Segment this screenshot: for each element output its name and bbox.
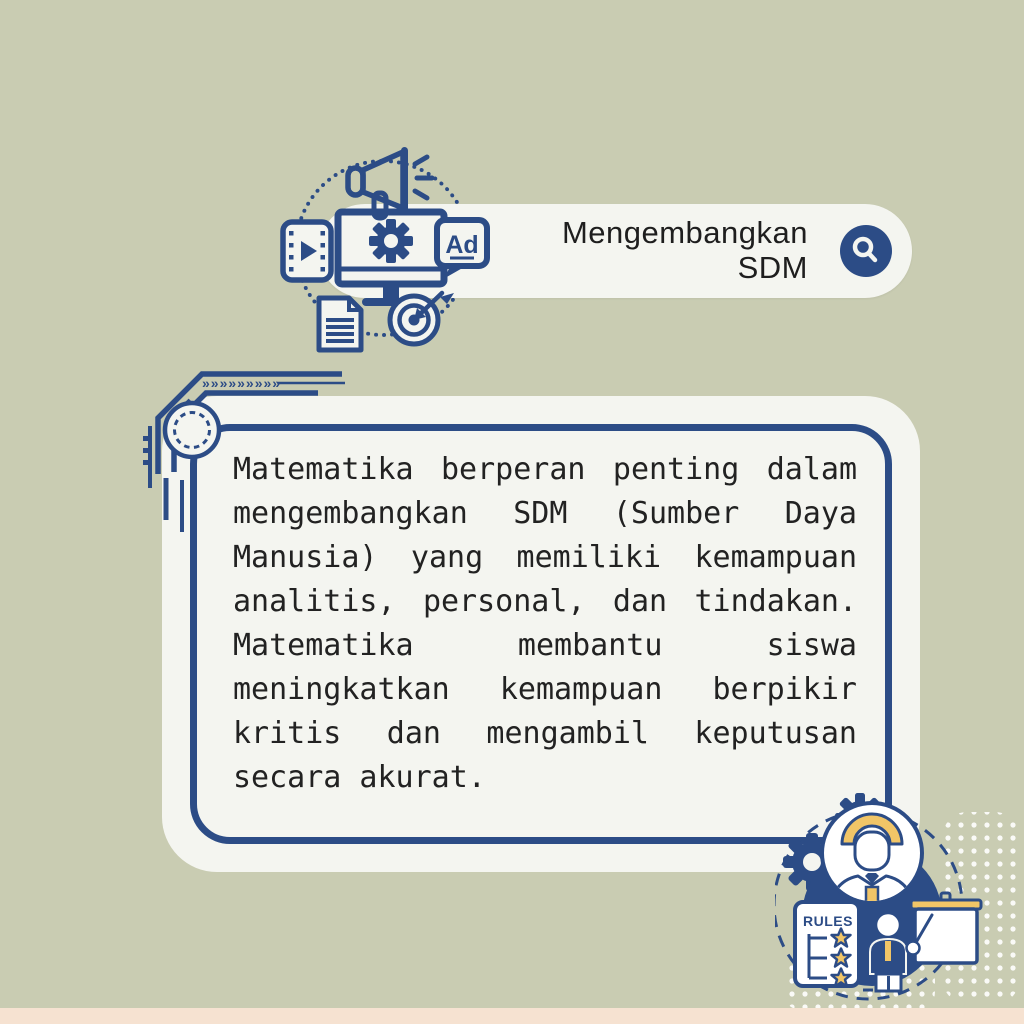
whiteboard-icon [911, 893, 981, 963]
text-line: Manusia) yang memiliki kemampuan [233, 540, 857, 575]
avatar-icon [822, 803, 922, 903]
tech-corner-decoration [138, 360, 348, 540]
text-line: mengembangkan SDM (Sumber Daya [233, 496, 857, 531]
footer-accent-strip [0, 1008, 1024, 1024]
search-query-line1: Mengembangkan [561, 215, 808, 250]
search-icon [849, 234, 883, 268]
search-button[interactable] [840, 225, 892, 277]
rules-label: RULES [803, 913, 853, 929]
search-query-text [562, 215, 808, 285]
training-illustration [775, 782, 1024, 1024]
chevron-arrows-decor: »»»»»»»»» [202, 375, 282, 391]
text-line: meningkatkan kemampuan berpikir [233, 672, 857, 707]
ad-bubble-icon [434, 217, 490, 279]
text-line: Matematika berperan penting dalam [233, 452, 857, 487]
text-line: analitis, personal, dan tindakan. [233, 584, 857, 619]
video-player-icon [280, 219, 334, 283]
text-line: kritis dan mengambil keputusan [233, 716, 857, 751]
document-icon [313, 294, 367, 354]
gear-icon [369, 219, 413, 263]
text-line: secara akurat. [233, 760, 486, 795]
text-line: Matematika membantu siswa [233, 628, 857, 663]
target-icon [384, 288, 458, 348]
ad-label: Ad [445, 231, 479, 259]
search-query-line2: SDM [737, 250, 808, 285]
